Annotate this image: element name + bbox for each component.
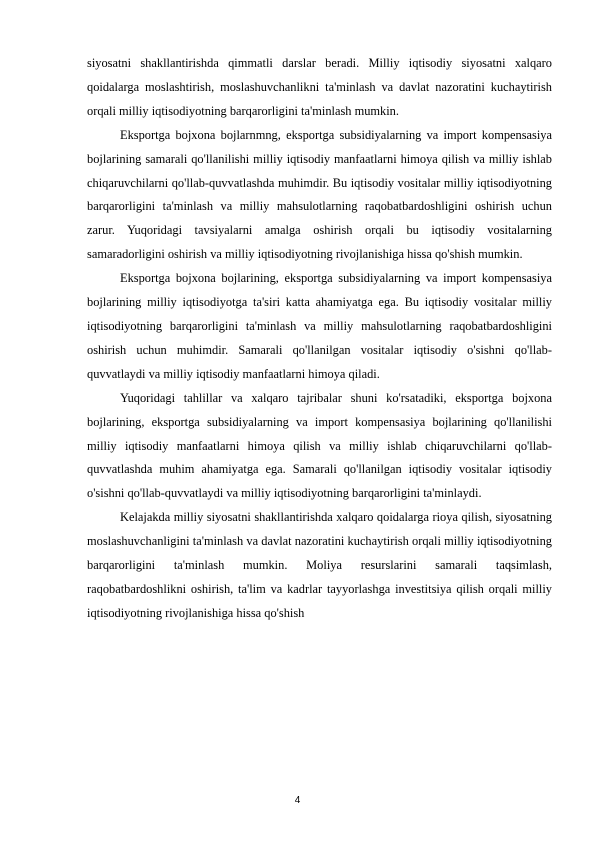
page-number: 4 [294, 795, 301, 806]
paragraph: Yuqoridagi tahlillar va xalqaro tajribalar shuni ko'rsatadiki, eksportga bojxona bojlarining, eksportga subsidiyalarning va import kompensasiya bojlarining qo'llanilishi milliy iqtisodiy manfaatlarni himoya qilish va milliy ishlab chiqaruvchilarni qo'llab-quvvatlashda muhim ahamiyatga ega. Samarali qo'llanilgan iqtisodiy vositalar iqtisodiy o'sishni qo'llab-quvvatlaydi va milliy iqtisodiyotning barqarorligini ta'minlaydi. [87, 390, 552, 501]
paragraph: Eksportga bojxona bojlarnmng, eksportga subsidiyalarning va import kompensasiya bojlarining samarali qo'llanilishi milliy iqtisodiy manfaatlarni himoya qilish va milliy ishlab chiqaruvchilarni qo'llab-quvvatlashda muhimdir. Bu iqtisodiy vositalar milliy iqtisodiyotning barqarorligini ta'minlash va milliy mahsulotlarning raqobatbardoshligini oshirish uchun zarur. Yuqoridagi tavsiyalarni amalga oshirish orqali bu iqtisodiy vositalarning samaradorligini oshirish va milliy iqtisodiyotning rivojlanishiga hissa qo'shish mumkin. [87, 127, 552, 262]
paragraph: Eksportga bojxona bojlarining, eksportga subsidiyalarning va import kompensasiya bojlarining milliy iqtisodiyotga ta'siri katta ahamiyatga ega. Bu iqtisodiy vositalar milliy iqtisodiyotning barqarorligini ta'minlash va milliy mahsulotlarning raqobatbardoshligini oshirish uchun muhimdir. Samarali qo'llanilgan vositalar iqtisodiy o'sishni qo'llab-quvvatlaydi va milliy iqtisodiy manfaatlarni himoya qiladi. [87, 271, 552, 381]
paragraph-continuation: siyosatni shakllantirishda qimmatli darslar beradi. Milliy iqtisodiy siyosatni xalqaro qoidalarga moslashtirish, moslashuvchanlikni ta'minlash va davlat nazoratini kuchaytirish orqali milliy iqtisodiyotning barqarorligini ta'minlash mumkin. [87, 56, 552, 118]
paragraph: Kelajakda milliy siyosatni shakllantirishda xalqaro qoidalarga rioya qilish, siyosatning moslashuvchanligini ta'minlash va davlat nazoratini kuchaytirish orqali milliy iqtisodiyotning barqarorligini ta'minlash mumkin. Moliya resurslarini samarali taqsimlash, raqobatbardoshlikni oshirish, ta'lim va kadrlar tayyorlashga investitsiya qilish orqali milliy iqtisodiyotning rivojlanishiga hissa qo'shish [87, 510, 552, 620]
document-body [87, 52, 552, 626]
